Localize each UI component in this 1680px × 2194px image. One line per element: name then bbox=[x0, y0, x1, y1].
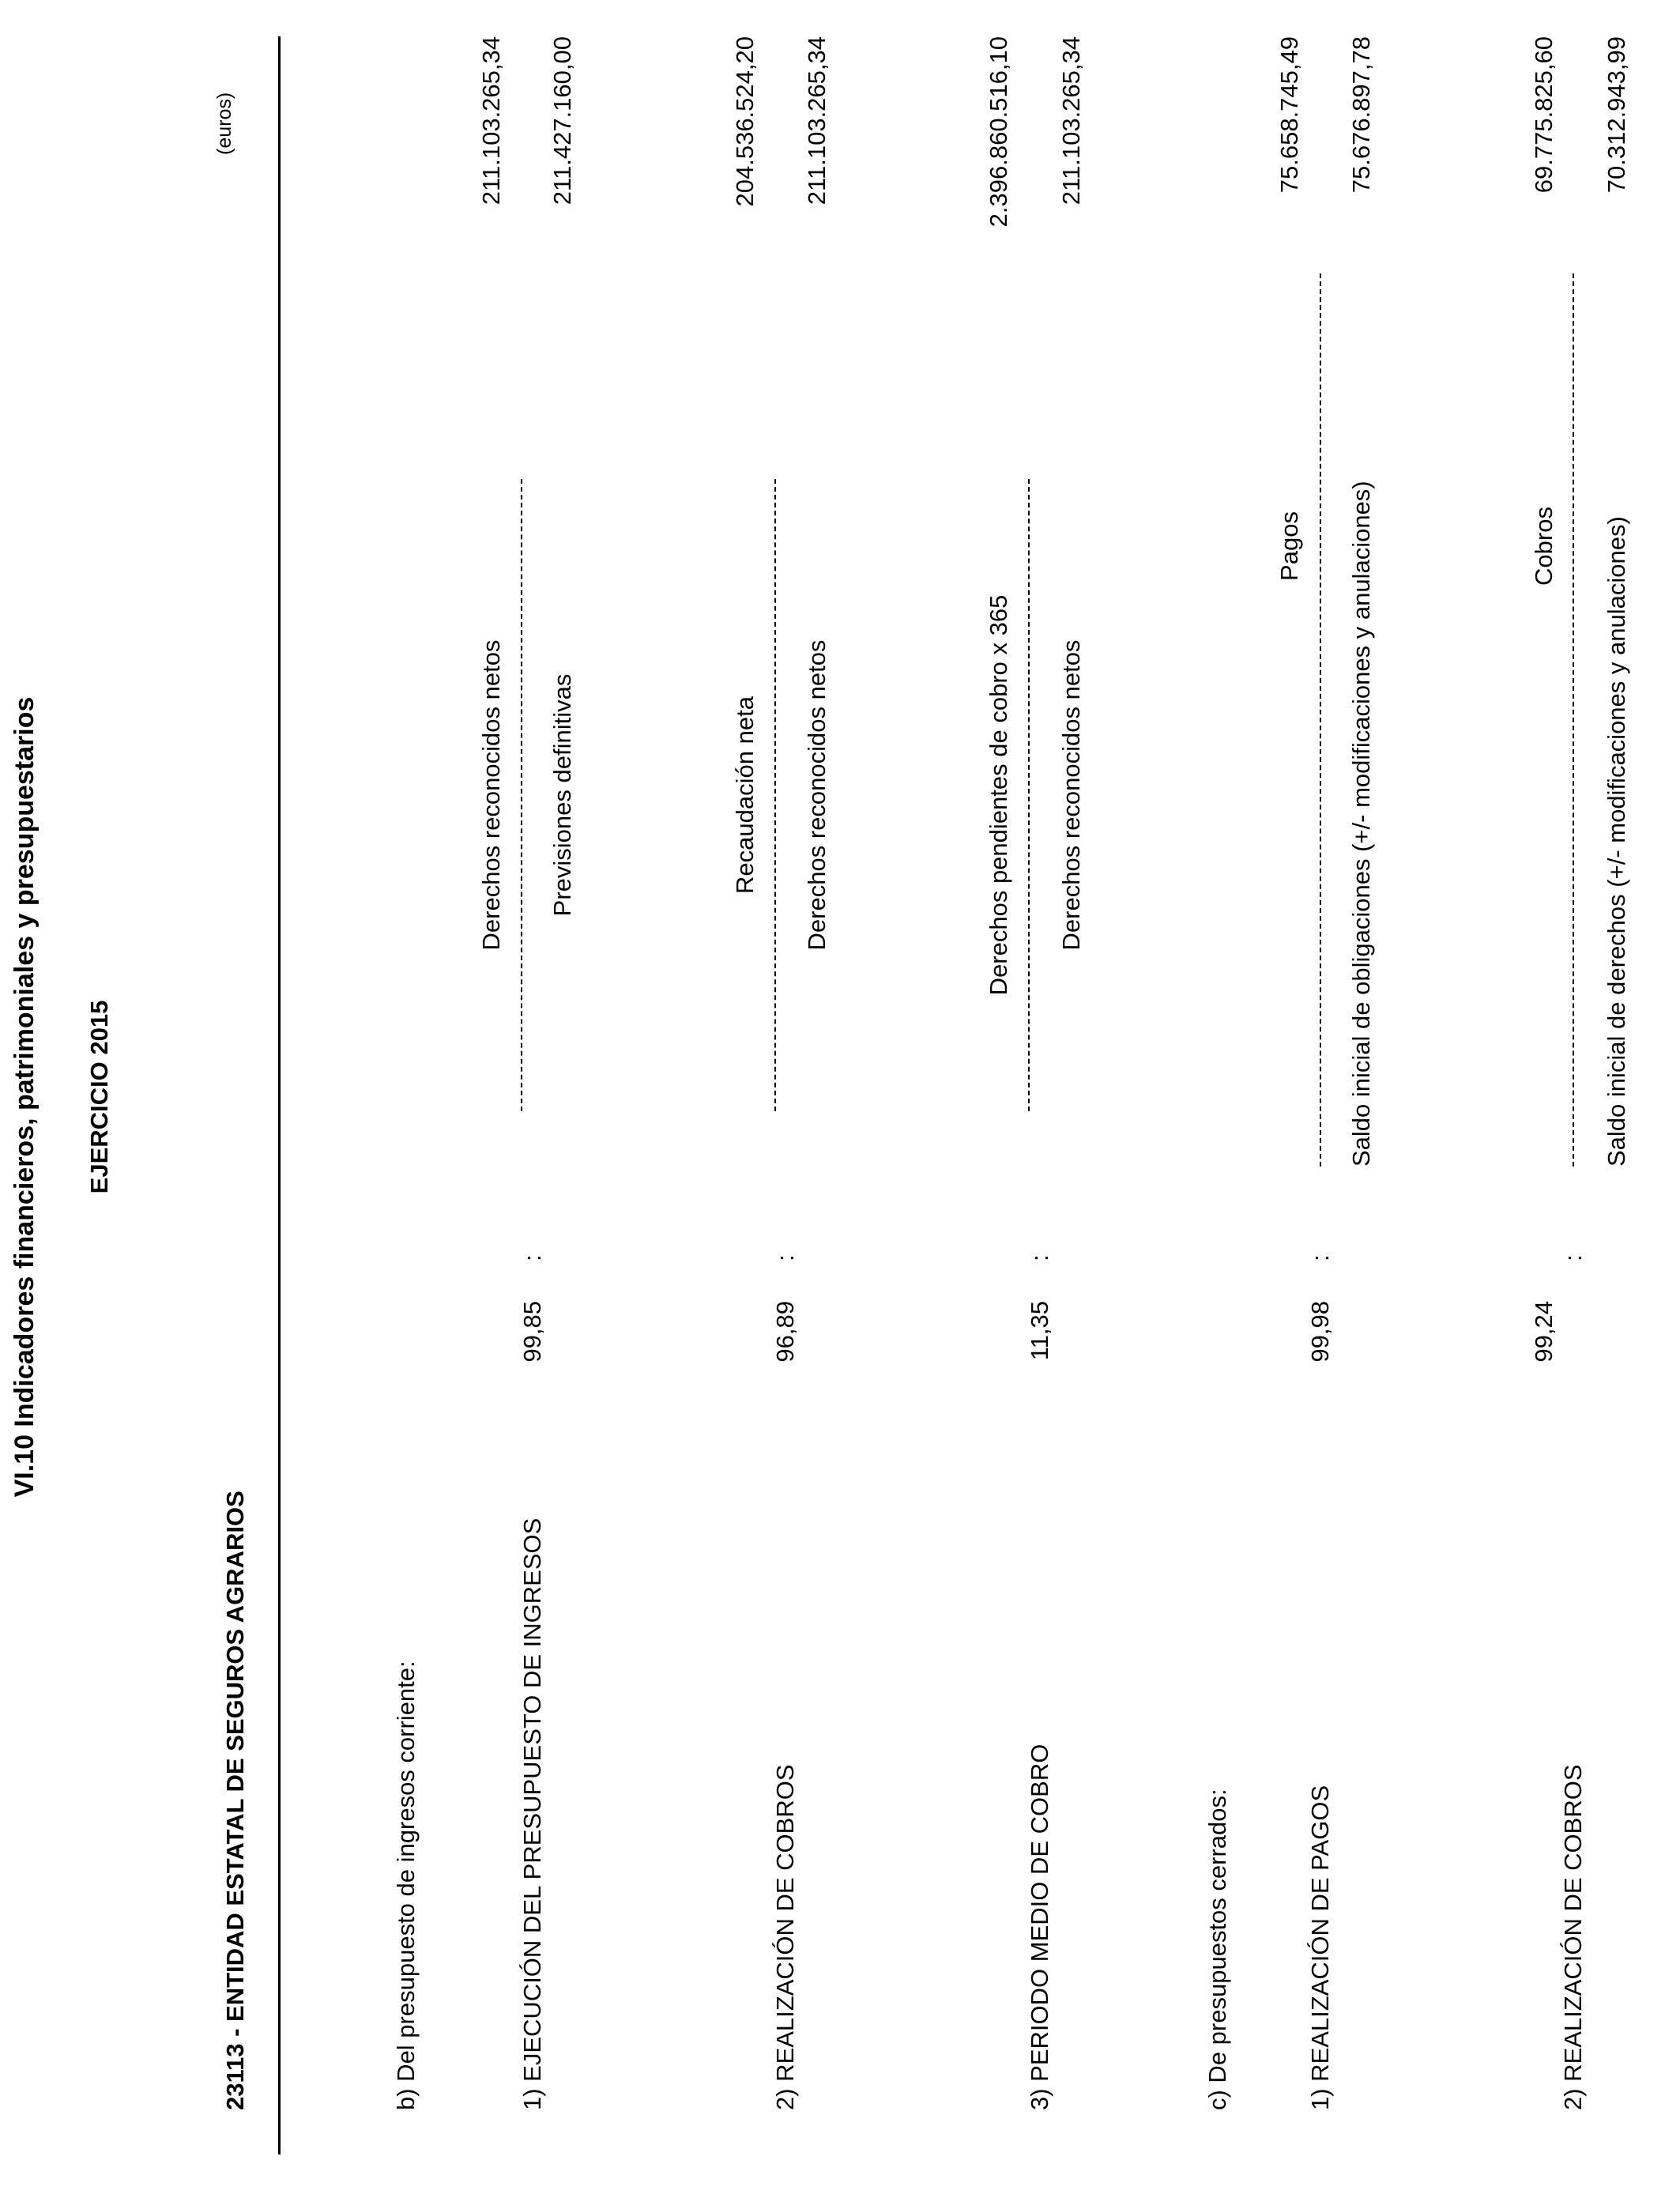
denominator-value: 75.676.897,78 bbox=[1347, 36, 1375, 194]
fraction-line bbox=[521, 479, 522, 1111]
colon: : bbox=[1559, 1254, 1587, 1261]
numerator-label: Cobros bbox=[1530, 507, 1558, 586]
numerator-value: 204.536.524,20 bbox=[731, 36, 759, 207]
colon: : bbox=[771, 1254, 799, 1261]
indicator-ratio: 11,35 bbox=[1026, 1301, 1053, 1361]
indicator-ratio: 99,85 bbox=[518, 1301, 546, 1363]
entity-title: 23113 - ENTIDAD ESTATAL DE SEGUROS AGRARIOS bbox=[221, 1491, 249, 2110]
denominator-label: Saldo inicial de obligaciones (+/- modificaciones y anulaciones) bbox=[1347, 481, 1375, 1167]
colon: : bbox=[1306, 1254, 1334, 1261]
indicator-ratio: 96,89 bbox=[771, 1301, 799, 1363]
numerator-label: Pagos bbox=[1275, 511, 1303, 581]
indicator-label: 2) REALIZACIÓN DE COBROS bbox=[1559, 1764, 1587, 2110]
numerator-label: Derechos reconocidos netos bbox=[477, 639, 505, 951]
numerator-value: 211.103.265,34 bbox=[477, 36, 505, 205]
indicator-ratio: 99,98 bbox=[1306, 1301, 1334, 1363]
indicator-label: 1) REALIZACIÓN DE PAGOS bbox=[1306, 1785, 1334, 2110]
denominator-label: Previsiones definitivas bbox=[548, 673, 576, 917]
units-label: (euros) bbox=[213, 92, 235, 155]
denominator-value: 211.103.265,34 bbox=[803, 36, 831, 205]
denominator-value: 211.103.265,34 bbox=[1057, 36, 1085, 205]
numerator-label: Derechos pendientes de cobro x 365 bbox=[985, 594, 1012, 996]
indicator-label: 1) EJECUCIÓN DEL PRESUPUESTO DE INGRESOS bbox=[518, 1517, 546, 2110]
indicator-ratio: 99,24 bbox=[1530, 1301, 1558, 1363]
header-rule bbox=[278, 36, 281, 2154]
numerator-value: 69.775.825,60 bbox=[1530, 36, 1558, 194]
numerator-label: Recaudación neta bbox=[731, 696, 759, 894]
denominator-value: 70.312.943,99 bbox=[1603, 36, 1630, 194]
fraction-line bbox=[1028, 479, 1030, 1111]
colon: : bbox=[518, 1254, 546, 1261]
numerator-value: 75.658.745,49 bbox=[1275, 36, 1303, 194]
indicator-label: 2) REALIZACIÓN DE COBROS bbox=[771, 1764, 799, 2110]
page-title: VI.10 Indicadores financieros, patrimoniales y presupuestarios bbox=[9, 696, 40, 1498]
fraction-line bbox=[1573, 273, 1574, 1167]
indicator-label: 3) PERIODO MEDIO DE COBRO bbox=[1026, 1744, 1053, 2110]
denominator-label: Derechos reconocidos netos bbox=[1057, 639, 1085, 951]
numerator-value: 2.396.860.516,10 bbox=[985, 36, 1012, 228]
denominator-value: 211.427.160,00 bbox=[548, 36, 576, 205]
colon: : bbox=[1026, 1254, 1053, 1261]
section-b-heading: b) Del presupuesto de ingresos corriente: bbox=[392, 1661, 420, 2110]
exercise-title: EJERCICIO 2015 bbox=[85, 1000, 113, 1194]
denominator-label: Saldo inicial de derechos (+/- modificaciones y anulaciones) bbox=[1603, 516, 1630, 1167]
fraction-line bbox=[774, 479, 776, 1111]
denominator-label: Derechos reconocidos netos bbox=[803, 639, 831, 951]
fraction-line bbox=[1320, 273, 1321, 1167]
section-c-heading: c) De presupuestos cerrados: bbox=[1203, 1789, 1231, 2110]
